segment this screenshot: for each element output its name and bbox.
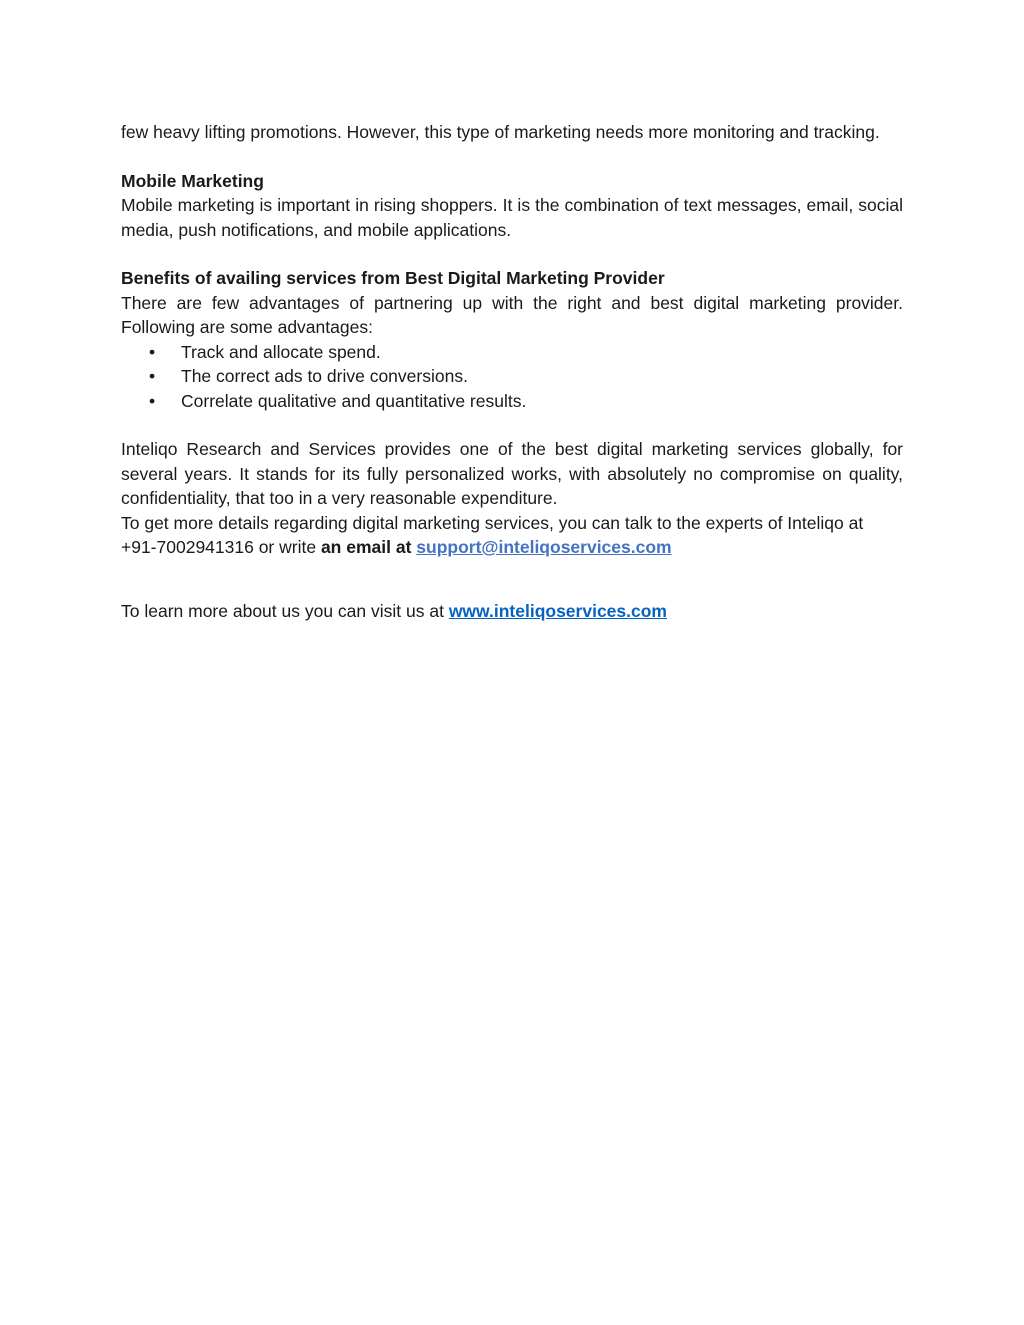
benefits-heading: Benefits of availing services from Best Digital Marketing Provider (121, 268, 665, 288)
contact-paragraph (121, 511, 903, 560)
benefits-paragraph: There are few advantages of partnering up with the right and best digital marketing provider. Following are some advantages: (121, 292, 903, 337)
bullet-icon: • (149, 366, 156, 386)
list-item-text: The correct ads to drive conversions. (181, 366, 468, 386)
list-item (121, 389, 903, 414)
visit-paragraph (121, 599, 903, 624)
company-paragraph: Inteliqo Research and Services provides one of the best digital marketing services globally, for several years. It stands for its fully personalized works, with absolutely no compromise on quality, confidentiality, that too in a very reasonable expenditure. (121, 439, 903, 508)
list-item-text: Correlate qualitative and quantitative results. (181, 390, 527, 411)
mobile-marketing-paragraph: Mobile marketing is important in rising shoppers. It is the combination of text messages, email, social media, push notifications, and mobile applications. (121, 195, 903, 240)
list-item-text: Track and allocate spend. (181, 341, 381, 362)
list-item (121, 340, 903, 365)
contact-text: To get more details regarding digital marketing services, you can talk to the experts of Inteliqo at +91-7002941316 or write (121, 512, 864, 557)
mobile-marketing-heading: Mobile Marketing (121, 170, 264, 191)
visit-text: To learn more about us you can visit us at (121, 600, 449, 621)
support-email-link[interactable]: support@inteliqoservices.com (416, 537, 672, 557)
advantages-list (121, 340, 903, 414)
bullet-icon: • (149, 390, 156, 411)
bullet-icon: • (149, 341, 156, 362)
contact-bold-text: an email at (320, 537, 412, 557)
list-item (121, 364, 903, 389)
website-link[interactable]: www.inteliqoservices.com (448, 600, 667, 621)
document-page (121, 120, 903, 623)
intro-paragraph: few heavy lifting promotions. However, this type of marketing needs more monitoring and tracking. (121, 122, 880, 142)
